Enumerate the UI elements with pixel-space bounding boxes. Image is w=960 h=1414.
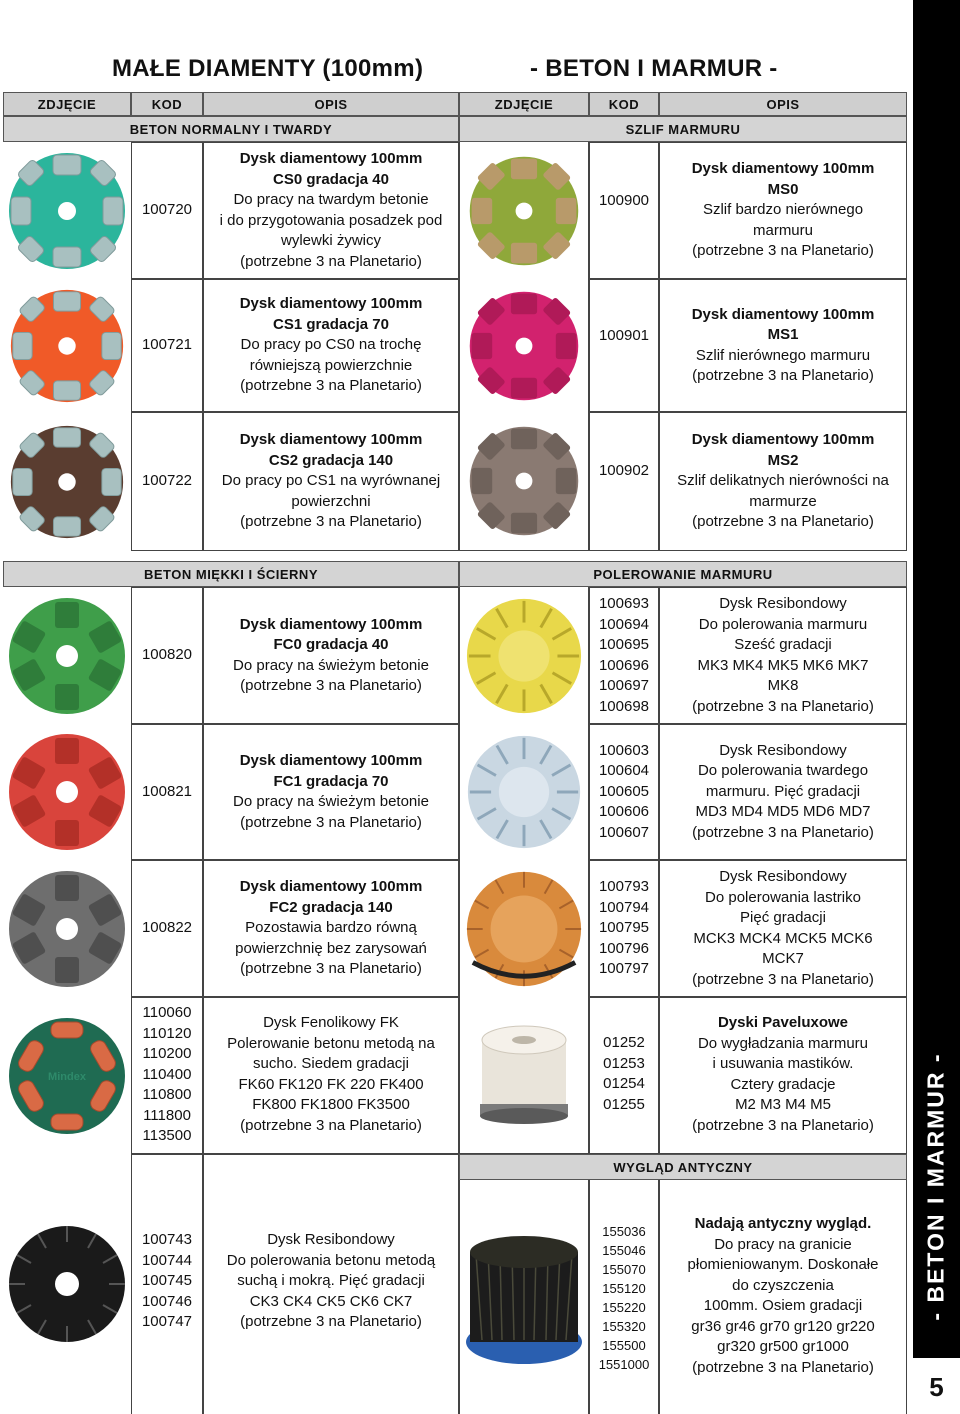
mindex-logo: Mindex (48, 1070, 86, 1083)
product-photo-100721 (3, 279, 131, 412)
product-code-110060: 110060 110120 110200 110400 110800 111800 113500 (131, 997, 203, 1154)
product-desc-100793: Dysk Resibondowy Do polerowania lastriko Pięć gradacji MCK3 MCK4 MCK5 MCK6 MCK7 (potrzebne 3 na Planetario) (659, 860, 907, 997)
product-photo-100693 (459, 587, 589, 724)
section-beton-normalny: BETON NORMALNY I TWARDY (3, 116, 459, 142)
product-desc-100820: Dysk diamentowy 100mm FC0 gradacja 40 Do pracy na świeżym betonie (potrzebne 3 na Planetario) (203, 587, 459, 724)
product-code-100901: 100901 (589, 279, 659, 412)
product-desc-01252: Dyski Paveluxowe Do wygładzania marmuru i usuwania mastików. Cztery gradacje M2 M3 M4 M5 (potrzebne 3 na Planetario) (659, 997, 907, 1154)
product-code-100900: 100900 (589, 142, 659, 279)
product-desc-110060: Dysk Fenolikowy FK Polerowanie betonu metodą na sucho. Siedem gradacji FK60 FK120 FK 220 FK400 FK800 FK1800 FK3500 (potrzebne 3 na Planetario) (203, 997, 459, 1154)
product-photo-100900 (459, 142, 589, 279)
diamond-disc-teal-image (5, 149, 129, 273)
product-code-01252: 01252 01253 01254 01255 (589, 997, 659, 1154)
product-code-100722: 100722 (131, 412, 203, 551)
product-photo-100722 (3, 412, 131, 551)
product-desc-100902: Dysk diamentowy 100mm MS2 Szlif delikatnych nierówności na marmurze (potrzebne 3 na Planetario) (659, 412, 907, 551)
product-code-100902: 100902 (589, 412, 659, 551)
diamond-disc-brown-image (7, 422, 127, 542)
section-wyglad-antyczny: WYGLĄD ANTYCZNY (459, 1154, 907, 1180)
header-description-right: OPIS (659, 92, 907, 116)
product-photo-01252 (459, 997, 589, 1154)
product-code-155036: 155036 155046 155070 155120 155220 155320 155500 1551000 (589, 1180, 659, 1414)
diamond-disc-grey-image (5, 867, 129, 991)
product-desc-155036: Nadają antyczny wygląd. Do pracy na granicie płomieniowanym. Doskonałe do czyszczenia 100mm. Osiem gradacji gr36 gr46 gr70 gr120 gr220 gr320 gr500 gr1000 (potrzebne 3 na Planetario) (659, 1180, 907, 1414)
product-desc-100693: Dysk Resibondowy Do polerowania marmuru Sześć gradacji MK3 MK4 MK5 MK6 MK7 MK8 (potrzebne 3 na Planetario) (659, 587, 907, 724)
product-photo-100603 (459, 724, 589, 860)
header-description: OPIS (203, 92, 459, 116)
header-photo-right: ZDJĘCIE (459, 92, 589, 116)
section-polerowanie-marmuru: POLEROWANIE MARMURU (459, 561, 907, 587)
resin-disc-blue-image (464, 732, 584, 852)
header-code: KOD (131, 92, 203, 116)
product-desc-100822: Dysk diamentowy 100mm FC2 gradacja 140 Pozostawia bardzo równą powierzchnię bez zarysowań (potrzebne 3 na Planetario) (203, 860, 459, 997)
marble-disc-olive-image (466, 153, 582, 269)
product-photo-100901 (459, 279, 589, 412)
product-code-100793: 100793 100794 100795 100796 100797 (589, 860, 659, 997)
product-code-100820: 100820 (131, 587, 203, 724)
product-photo-100821 (3, 724, 131, 860)
diamond-disc-red-image (5, 730, 129, 854)
product-code-100822: 100822 (131, 860, 203, 997)
header-code-right: KOD (589, 92, 659, 116)
product-desc-100743: Dysk Resibondowy Do polerowania betonu metodą suchą i mokrą. Pięć gradacji CK3 CK4 CK5 CK6 CK7 (potrzebne 3 na Planetario) (203, 1154, 459, 1414)
resin-disc-black-image (5, 1222, 129, 1346)
pavelux-cylinder-image (464, 1020, 584, 1130)
product-code-100743: 100743 100744 100745 100746 100747 (131, 1154, 203, 1414)
page-number: 5 (929, 1371, 944, 1402)
product-code-100693: 100693 100694 100695 100696 100697 100698 (589, 587, 659, 724)
product-desc-100821: Dysk diamentowy 100mm FC1 gradacja 70 Do pracy na świeżym betonie (potrzebne 3 na Planetario) (203, 724, 459, 860)
diamond-disc-orange-image (7, 286, 127, 406)
resin-disc-yellow-image (463, 595, 585, 717)
section-beton-miekki: BETON MIĘKKI I ŚCIERNY (3, 561, 459, 587)
product-desc-100720: Dysk diamentowy 100mm CS0 gradacja 40 Do pracy na twardym betonie i do przygotowania posadzek pod wylewki żywicy (potrzebne 3 na Planetario) (203, 142, 459, 279)
product-desc-100900: Dysk diamentowy 100mm MS0 Szlif bardzo nierównego marmuru (potrzebne 3 na Planetario) (659, 142, 907, 279)
marble-disc-taupe-image (466, 423, 582, 539)
section-szlif-marmuru: SZLIF MARMURU (459, 116, 907, 142)
product-photo-155036 (459, 1180, 589, 1414)
product-desc-100721: Dysk diamentowy 100mm CS1 gradacja 70 Do pracy po CS0 na trochę równiejszą powierzchnie (potrzebne 3 na Planetario) (203, 279, 459, 412)
antique-brush-image (462, 1222, 586, 1372)
product-photo-100720 (3, 142, 131, 279)
header-photo: ZDJĘCIE (3, 92, 131, 116)
sidebar-label: - BETON I MARMUR - (923, 1052, 949, 1321)
marble-disc-magenta-image (466, 288, 582, 404)
product-code-100821: 100821 (131, 724, 203, 860)
product-code-100720: 100720 (131, 142, 203, 279)
product-photo-100822 (3, 860, 131, 997)
product-desc-100603: Dysk Resibondowy Do polerowania twardego marmuru. Pięć gradacji MD3 MD4 MD5 MD6 MD7 (potrzebne 3 na Planetario) (659, 724, 907, 860)
product-desc-100901: Dysk diamentowy 100mm MS1 Szlif nierównego marmuru (potrzebne 3 na Planetario) (659, 279, 907, 412)
product-desc-100722: Dysk diamentowy 100mm CS2 gradacja 140 Do pracy po CS1 na wyrównanej powierzchni (potrzebne 3 na Planetario) (203, 412, 459, 551)
product-code-100721: 100721 (131, 279, 203, 412)
title-right: - BETON I MARMUR - (530, 55, 778, 82)
product-photo-100743 (3, 1154, 131, 1414)
product-photo-100902 (459, 412, 589, 551)
lastriko-disc-image (463, 868, 585, 990)
title-left: MAŁE DIAMENTY (100mm) (112, 55, 424, 82)
product-photo-100793 (459, 860, 589, 997)
diamond-disc-green-image (5, 594, 129, 718)
phenolic-disc-image (5, 1014, 129, 1138)
product-photo-110060 (3, 997, 131, 1154)
product-code-100603: 100603 100604 100605 100606 100607 (589, 724, 659, 860)
product-photo-100820 (3, 587, 131, 724)
